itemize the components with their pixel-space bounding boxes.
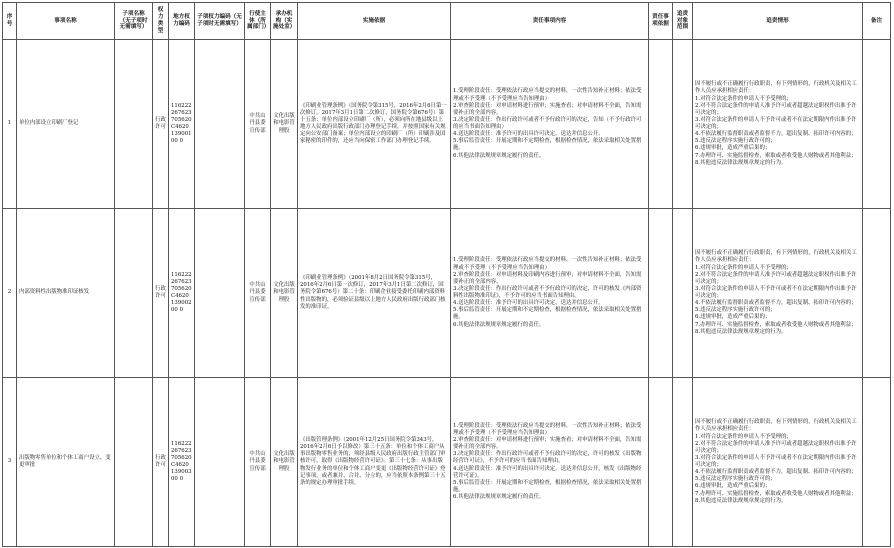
row-sub-item xyxy=(115,209,153,378)
row-basis: 《印刷业管理条例》（国务院令第315号，2016年2月6日第一次修订，2017年3月1日第二次修订，国务院令第676号）第十五条：单位内部设立印刷厂（所），必须向所在地县级以上地方人民政府出版行政部门办理登记手续，并按照国家有关规定向公安部门备案；单位内部设立的印刷厂（所）印刷涉及国家秘密的印件的，还应当向保密工作部门办理登记手续。 xyxy=(298,40,451,209)
header-duty: 责任事项内容 xyxy=(451,3,649,40)
row-target xyxy=(673,209,693,378)
row-undertaker: 文化出版和电影管理股 xyxy=(271,209,298,378)
row-accountability: 因不履行或不正确履行行政职责，有下列情形的，行政机关及相关工作人员应承担相应责任： 1.对符合法定条件的申请人不予受理的； 2.对不符合法定条件的申请人准予许可或者超越法定职权作出准予许可决定的； 3.对符合法定条件的申请人不予许可或者不在法定期限内作出准予许可决定的； 4.不依法履行监督职责或者监督不力，超出复制、拓印许可内容的； 5.违反法定程序实施行政许可的； 6.违规审批，造成严重后果的； 7.办理许可、实施监督检查，索取或者收受他人财物或者其他利益； 8.其他违反法律法规规章规定的行为。 xyxy=(693,378,863,547)
power-list-table xyxy=(2,2,891,547)
row-accountability: 因不履行或不正确履行行政职责，有下列情形的，行政机关及相关工作人员应承担相应责任： 1.对符合法定条件的申请人不予受理的； 2.对不符合法定条件的申请人准予许可或者超越法定职权作出准予许可决定的； 3.对符合法定条件的申请人不予许可或者不在法定期限内作出准予许可决定的； 4.不依法履行监督职责或者监督不力，超出复制、拓印许可内容的； 5.违反法定程序实施行政许可的； 6.违规审批，造成严重后果的； 7.办理许可、实施监督检查，索取或者收受他人财物或者其他利益； 8.其他违反法律法规规章规定的行为。 xyxy=(693,209,863,378)
row-duty-basis xyxy=(649,378,673,547)
row-sub-code xyxy=(195,209,245,378)
row-target xyxy=(673,378,693,547)
row-duty: 1.受理阶段责任：受理依法行政应当提交的材料，一次性告知补正材料；依法受理或不予受理（不予受理应当告知理由） 2.审查阶段责任：对申请材料进行预审；实施查看；对申请材料不全面，告知需要补正的全部内容。 3.决定阶段责任：作出行政许可或者不予行政许可的决定，告知（不予行政许可的应当书面告知理由） 4.送达阶段责任：准予许可的出具许可决定，送达并信息公开。 5.事后监管责任：开展定期和不定期检查，根据检查情况，依法采取相关处置措施。 6.其他法律法规规章规定履行的责任。 xyxy=(451,40,649,209)
header-sub-item: 子项名称（无子项时无需填写） xyxy=(115,3,153,40)
header-code: 地方权力编码 xyxy=(169,3,195,40)
header-item-name: 事项名称 xyxy=(17,3,115,40)
row-seq: 1 xyxy=(3,40,17,209)
row-subject: 中共山丹县委宣传部 xyxy=(245,40,271,209)
header-type: 权力类型 xyxy=(153,3,169,40)
row-subject: 中共山丹县委宣传部 xyxy=(245,378,271,547)
header-duty-basis: 责任事项依据 xyxy=(649,3,673,40)
row-basis: 《印刷业管理条例》（2001年8月2日国务院令第315号，2016年2月6日第一次修订，2017年3月1日第二次修订，国务院令第676号）第二十条：印刷企业接受委托印刷内部资料性出版物的，必须验证县级以上地方人民政府出版行政部门核发的准印证。 xyxy=(298,209,451,378)
row-type: 行政许可 xyxy=(153,378,169,547)
row-type: 行政许可 xyxy=(153,209,169,378)
row-code: 116222267623705620C462013900200 0 xyxy=(169,209,195,378)
row-accountability: 因不履行或不正确履行行政职责，有下列情形的，行政机关及相关工作人员应承担相应责任： 1.对符合法定条件的申请人不予受理的； 2.对不符合法定条件的申请人准予许可或者超越法定职权作出准予许可决定的； 3.对符合法定条件的申请人不予许可或者不在法定期限内作出准予许可决定的； 4.不依法履行监督职责或者监督不力，超出复制、拓印许可内容的； 5.违反法定程序实施行政许可的； 6.违规审批，造成严重后果的； 7.办理许可、实施监督检查，索取或者收受他人财物或者其他利益； 8.其他违反法律法规规章规定的行为。 xyxy=(693,40,863,209)
row-code: 116222267623705620C462013900300 0 xyxy=(169,378,195,547)
table-row xyxy=(3,209,891,378)
power-list-sheet xyxy=(2,2,890,546)
header-remark: 备注 xyxy=(863,3,891,40)
row-subject: 中共山丹县委宣传部 xyxy=(245,209,271,378)
header-undertaker: 承办机构（实施处室） xyxy=(271,3,298,40)
row-seq: 2 xyxy=(3,209,17,378)
row-code: 116222267623705620C462013900100 0 xyxy=(169,40,195,209)
row-undertaker: 文化出版和电影管理股 xyxy=(271,40,298,209)
row-duty: 1.受理阶段责任：受理依法行政应当提交的材料，一次性告知补正材料；依法受理或不予受理（不予受理应当告知理由） 2.审查阶段责任：对申请材料进行预审；实施查看；对申请材料不全面，告知需要补正的全部内容。 3.决定阶段责任：作出行政许可或者不予行政许可的决定，许可的核发《出版物经营许可证》，不予许可的应当书面告知理由。 4.送达阶段责任：准予许可的出具许可决定，送达并信息公开，核发《出版物经营许可证》。 5.事后监管责任：开展定期和不定期检查，根据检查情况，依法采取相关处置措施。 6.其他法律法规规章规定履行的责任。 xyxy=(451,378,649,547)
row-sub-code xyxy=(195,40,245,209)
table-row xyxy=(3,378,891,547)
row-item-name: 内部资料性出版物准印证核发 xyxy=(17,209,115,378)
table-row xyxy=(3,40,891,209)
row-sub-item xyxy=(115,378,153,547)
row-duty-basis xyxy=(649,209,673,378)
row-seq: 3 xyxy=(3,378,17,547)
row-sub-item xyxy=(115,40,153,209)
header-target: 追责对象范围 xyxy=(673,3,693,40)
row-item-name: 单位内部设立印刷厂登记 xyxy=(17,40,115,209)
row-remark xyxy=(863,209,891,378)
row-remark xyxy=(863,378,891,547)
row-item-name: 出版物零售单位和个体工商户设立、变更审批 xyxy=(17,378,115,547)
header-accountability: 追责情形 xyxy=(693,3,863,40)
row-basis: 《出版管理条例》（2001年12月25日国务院令第343号，2016年2月6日予以修改）第三十五条：单位和个体工商户从事出版物零售业务的，须经县级人民政府出版行政主管部门审核许可，取得《出版物经营许可证》。第三十七条：从事出版物发行业务的单位和个体工商户变更《出版物经营许可证》登记事项，或者兼并、合并、分立的，应当依照本条例第三十五条的规定办理审批手续。 xyxy=(298,378,451,547)
header-seq: 序号 xyxy=(3,3,17,40)
row-duty-basis xyxy=(649,40,673,209)
row-duty: 1.受理阶段责任：受理依法行政应当提交的材料，一次性告知补正材料；依法受理或不予受理（不予受理应当告知理由） 2.审查阶段责任：对申请材料及印刷内容进行预审；对申请材料不全面，告知需要补正的全部内容。 3.决定阶段责任：作出行政许可或者不予行政许可的决定，许可的核发《内部资料性出版物准印证》，不予许可的应当书面告知理由。 4.送达阶段责任：准予许可的出具许可决定，送达并信息公开。 5.事后监管责任：开展定期和不定期检查，根据检查情况，依法采取相关处置措施。 6.其他法律法规规章规定履行的责任。 xyxy=(451,209,649,378)
header-subject: 行使主体（所属部门） xyxy=(245,3,271,40)
row-undertaker: 文化出版和电影管理股 xyxy=(271,378,298,547)
row-type: 行政许可 xyxy=(153,40,169,209)
header-sub-code: 子项权力编码（无子项时无需填写） xyxy=(195,3,245,40)
row-target xyxy=(673,40,693,209)
row-sub-code xyxy=(195,378,245,547)
header-basis: 实施依据 xyxy=(298,3,451,40)
header-row xyxy=(3,3,891,40)
row-remark xyxy=(863,40,891,209)
